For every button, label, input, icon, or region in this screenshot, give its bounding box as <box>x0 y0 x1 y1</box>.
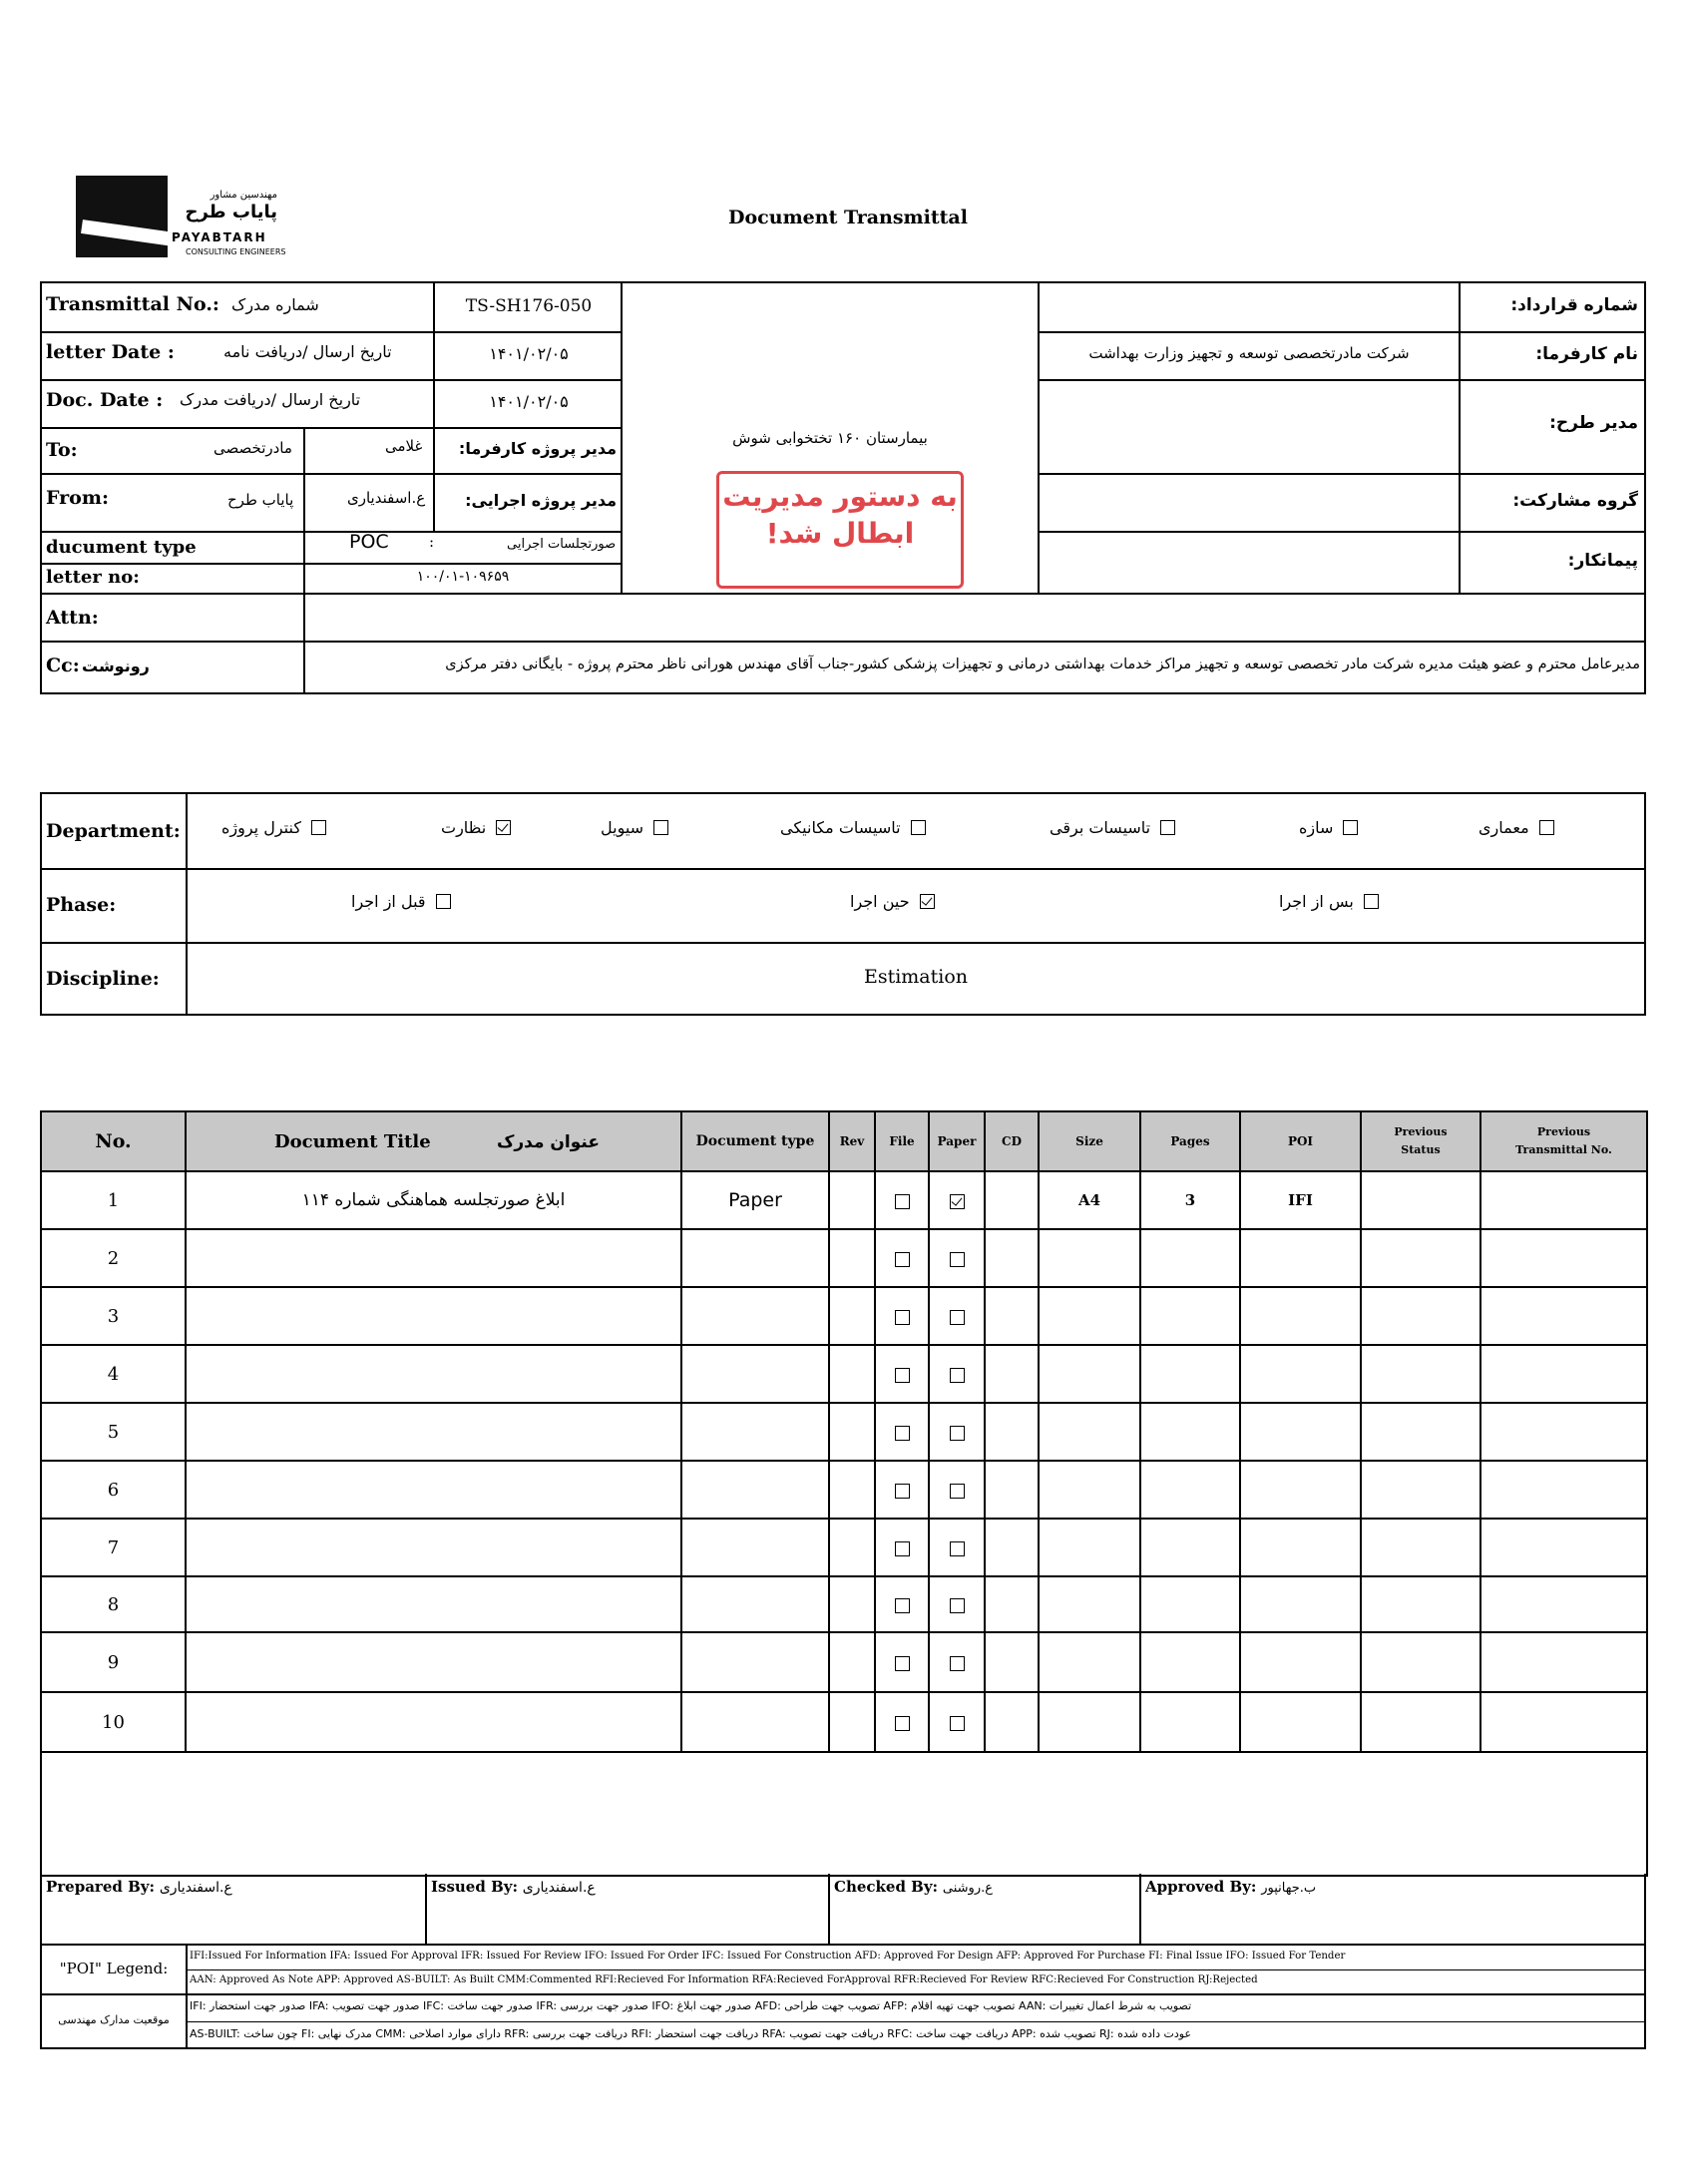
row-doc-type <box>681 1345 829 1403</box>
col-size: Size <box>1039 1111 1140 1171</box>
row-file-cell <box>875 1519 929 1576</box>
row-size <box>1039 1287 1140 1345</box>
doc-type-label: ducument type <box>46 537 197 558</box>
documents-table <box>40 1110 1648 1877</box>
cc-value: مدیرعامل محترم و عضو هیئت مدیره شرکت مادر تخصصی توسعه و تجهیز مراکز خدمات بهداشتی درمانی و تجهیزات پزشکی کشور-جناب آقای مهندس هورانی ناظر محترم پروژه - بایگانی دفتر مرکزی <box>445 656 1640 672</box>
row-paper-cell <box>929 1461 985 1519</box>
phase-label: Phase: <box>46 894 117 916</box>
department-option[interactable] <box>1299 818 1358 837</box>
checkbox-icon[interactable] <box>895 1368 910 1383</box>
row-prev-trans <box>1480 1576 1647 1632</box>
col-prev-trans-1: Previous <box>1536 1125 1591 1138</box>
logo-mark <box>76 176 168 257</box>
row-doc-type <box>681 1287 829 1345</box>
row-no: 9 <box>41 1632 186 1692</box>
from-role: مدیر پروژه اجرایی: <box>465 491 617 510</box>
checkbox-checked-icon[interactable] <box>920 894 935 909</box>
row-pages <box>1140 1519 1240 1576</box>
checked-by-value: ع.روشنی <box>942 1881 993 1896</box>
doc-type-value: POC <box>349 531 389 553</box>
row-prev-trans <box>1480 1519 1647 1576</box>
row-prev-trans <box>1480 1345 1647 1403</box>
row-paper-cell <box>929 1692 985 1752</box>
table-row <box>41 1692 1647 1752</box>
checkbox-icon[interactable] <box>895 1484 910 1499</box>
row-file-cell <box>875 1632 929 1692</box>
row-title <box>186 1403 681 1461</box>
logo-text-fa: پایاب طرح <box>185 202 277 222</box>
row-no: 10 <box>41 1692 186 1752</box>
col-paper: Paper <box>929 1111 985 1171</box>
row-title <box>186 1692 681 1752</box>
issued-by-value: ع.اسفندیاری <box>522 1880 596 1896</box>
checkbox-icon[interactable] <box>1343 820 1358 835</box>
row-title: ابلاغ صورتجلسه هماهنگی شماره ۱۱۴ <box>186 1171 681 1229</box>
row-file-cell <box>875 1461 929 1519</box>
row-no: 3 <box>41 1287 186 1345</box>
department-option-label: کنترل پروژه <box>221 818 301 837</box>
cc-fa-label: رونوشت <box>82 656 150 675</box>
row-title <box>186 1576 681 1632</box>
table-row <box>41 1576 1647 1632</box>
row-size <box>1039 1229 1140 1287</box>
checkbox-checked-icon[interactable] <box>496 820 511 835</box>
col-rev: Rev <box>829 1111 875 1171</box>
checkbox-icon[interactable] <box>950 1541 965 1556</box>
row-pages <box>1140 1287 1240 1345</box>
row-paper-cell <box>929 1576 985 1632</box>
row-file-cell <box>875 1171 929 1229</box>
col-title-fa: عنوان مدرک <box>496 1131 600 1152</box>
row-prev-trans <box>1480 1287 1647 1345</box>
row-prev-trans <box>1480 1692 1647 1752</box>
row-doc-type <box>681 1461 829 1519</box>
row-cd <box>985 1519 1039 1576</box>
row-cd <box>985 1692 1039 1752</box>
table-row <box>41 1461 1647 1519</box>
row-poi <box>1240 1519 1361 1576</box>
checkbox-checked-icon[interactable] <box>950 1194 965 1209</box>
row-paper-cell <box>929 1519 985 1576</box>
row-pages <box>1140 1461 1240 1519</box>
row-size <box>1039 1692 1140 1752</box>
transmittal-no-value: TS-SH176-050 <box>465 296 593 316</box>
checkbox-icon[interactable] <box>911 820 926 835</box>
row-doc-type <box>681 1229 829 1287</box>
row-paper-cell <box>929 1345 985 1403</box>
legend-label: "POI" Legend: <box>59 1960 169 1977</box>
checkbox-icon[interactable] <box>1539 820 1554 835</box>
row-poi <box>1240 1287 1361 1345</box>
table-row <box>41 1171 1647 1229</box>
to-person: غلامی <box>385 437 423 455</box>
row-poi <box>1240 1576 1361 1632</box>
row-poi <box>1240 1692 1361 1752</box>
table-row <box>41 1632 1647 1692</box>
prepared-by-label: Prepared By: <box>46 1878 156 1896</box>
approved-by-label: Approved By: <box>1145 1878 1257 1896</box>
row-size <box>1039 1632 1140 1692</box>
row-paper-cell <box>929 1171 985 1229</box>
row-cd <box>985 1287 1039 1345</box>
letter-date-fa-label: تاریخ ارسال /دریافت نامه <box>223 342 392 361</box>
checkbox-icon[interactable] <box>950 1484 965 1499</box>
row-paper-cell <box>929 1287 985 1345</box>
attn-label: Attn: <box>46 607 99 629</box>
department-option-label: سازه <box>1299 818 1334 837</box>
row-prev-status <box>1361 1576 1480 1632</box>
row-file-cell <box>875 1287 929 1345</box>
checkbox-icon[interactable] <box>950 1656 965 1671</box>
checkbox-icon[interactable] <box>950 1716 965 1731</box>
row-rev <box>829 1229 875 1287</box>
row-no: 6 <box>41 1461 186 1519</box>
row-cd <box>985 1345 1039 1403</box>
row-cd <box>985 1229 1039 1287</box>
row-file-cell <box>875 1229 929 1287</box>
checkbox-icon[interactable] <box>950 1426 965 1441</box>
notes-cell <box>41 1752 1647 1876</box>
department-option-label: تاسیسات برقی <box>1050 818 1151 837</box>
letter-date-value: ۱۴۰۱/۰۲/۰۵ <box>489 344 569 363</box>
row-rev <box>829 1345 875 1403</box>
department-option[interactable] <box>780 818 926 837</box>
row-file-cell <box>875 1403 929 1461</box>
row-title <box>186 1632 681 1692</box>
page-title: Document Transmittal <box>728 207 968 228</box>
row-prev-status <box>1361 1171 1480 1229</box>
legend-fa-label: موقعیت مدارک مهندسی <box>58 2013 170 2026</box>
row-prev-status <box>1361 1461 1480 1519</box>
checkbox-icon[interactable] <box>895 1426 910 1441</box>
discipline-label: Discipline: <box>46 968 160 990</box>
row-pages <box>1140 1576 1240 1632</box>
stamp-line-1: به دستور مدیریت <box>722 480 958 513</box>
legend-block <box>40 1946 1646 2049</box>
checkbox-icon[interactable] <box>950 1368 965 1383</box>
row-size <box>1039 1461 1140 1519</box>
row-file-cell <box>875 1345 929 1403</box>
doc-date-label: Doc. Date : <box>46 389 164 411</box>
department-option-label: نظارت <box>441 818 487 837</box>
issued-by <box>431 1878 596 1896</box>
row-title <box>186 1519 681 1576</box>
row-poi: IFI <box>1240 1171 1361 1229</box>
phase-option-label: حین اجرا <box>850 892 910 911</box>
partner-label: گروه مشارکت: <box>1512 491 1638 511</box>
row-prev-status <box>1361 1692 1480 1752</box>
col-prev-status-1: Previous <box>1394 1125 1448 1138</box>
row-poi <box>1240 1345 1361 1403</box>
from-org: پایاب طرح <box>227 491 294 509</box>
employer-value: شرکت مادرتخصصی توسعه و تجهیز وزارت بهداشت <box>1088 344 1410 362</box>
transmittal-no-label: Transmittal No.: <box>46 293 219 315</box>
row-paper-cell <box>929 1632 985 1692</box>
checkbox-icon[interactable] <box>895 1716 910 1731</box>
row-rev <box>829 1287 875 1345</box>
checkbox-icon[interactable] <box>895 1310 910 1325</box>
row-title <box>186 1345 681 1403</box>
col-title-en: Document Title <box>274 1130 431 1152</box>
phase-option[interactable] <box>351 892 451 911</box>
row-doc-type <box>681 1403 829 1461</box>
col-title <box>186 1111 681 1171</box>
row-paper-cell <box>929 1229 985 1287</box>
row-no: 7 <box>41 1519 186 1576</box>
department-option[interactable] <box>221 818 326 837</box>
checkbox-icon[interactable] <box>895 1541 910 1556</box>
row-rev <box>829 1461 875 1519</box>
row-doc-type <box>681 1632 829 1692</box>
checked-by <box>834 1878 993 1896</box>
to-org: مادرتخصصی <box>213 439 292 457</box>
legend-fa-line-2: AS-BUILT: چون ساخت FI: مدرک نهایی CMM: دارای موارد اصلاحی RFR: دریافت جهت بررسی RFI: دریافت جهت استحضار RFA: دریافت جهت تصویب RFC: دریافت جهت ساخت APP: تصویب شده RJ: عودت داده شده <box>190 2027 1192 2040</box>
cc-label: Cc: <box>46 655 80 676</box>
row-no: 2 <box>41 1229 186 1287</box>
discipline-value: Estimation <box>863 966 969 988</box>
row-size <box>1039 1403 1140 1461</box>
department-option-label: تاسیسات مکانیکی <box>780 818 901 837</box>
department-option-label: معماری <box>1478 818 1529 837</box>
checked-by-label: Checked By: <box>834 1878 939 1896</box>
row-no: 8 <box>41 1576 186 1632</box>
row-rev <box>829 1171 875 1229</box>
table-notes-row <box>41 1752 1647 1876</box>
classification-block <box>40 792 1646 1016</box>
row-pages <box>1140 1632 1240 1692</box>
from-person: ع.اسفندیاری <box>347 489 426 507</box>
row-pages <box>1140 1692 1240 1752</box>
row-doc-type <box>681 1519 829 1576</box>
col-cd: CD <box>985 1111 1039 1171</box>
checkbox-icon[interactable] <box>1160 820 1175 835</box>
row-rev <box>829 1692 875 1752</box>
checkbox-icon[interactable] <box>950 1310 965 1325</box>
row-prev-trans <box>1480 1171 1647 1229</box>
from-label: From: <box>46 487 109 509</box>
col-pages: Pages <box>1140 1111 1240 1171</box>
col-prev-trans-2: Transmittal No. <box>1515 1143 1612 1156</box>
header-block <box>40 281 1646 694</box>
table-row <box>41 1403 1647 1461</box>
checkbox-icon[interactable] <box>895 1194 910 1209</box>
row-size: A4 <box>1039 1171 1140 1229</box>
checkbox-icon[interactable] <box>436 894 451 909</box>
table-row <box>41 1519 1647 1576</box>
row-cd <box>985 1171 1039 1229</box>
table-row <box>41 1229 1647 1287</box>
row-title <box>186 1287 681 1345</box>
checkbox-icon[interactable] <box>950 1598 965 1613</box>
logo-text-fa-small: مهندسین مشاور <box>210 190 277 201</box>
row-prev-status <box>1361 1632 1480 1692</box>
row-prev-trans <box>1480 1632 1647 1692</box>
phase-option-label: بس از اجرا <box>1279 892 1354 911</box>
col-no: No. <box>41 1111 186 1171</box>
approved-by-value: ب.جهانپور <box>1261 1881 1317 1896</box>
department-option[interactable] <box>1050 818 1175 837</box>
contractor-label: پیمانکار: <box>1567 551 1638 571</box>
col-prev-status <box>1361 1111 1480 1171</box>
row-cd <box>985 1461 1039 1519</box>
row-prev-status <box>1361 1287 1480 1345</box>
checkbox-icon[interactable] <box>311 820 326 835</box>
row-size <box>1039 1345 1140 1403</box>
col-prev-trans <box>1480 1111 1647 1171</box>
row-no: 1 <box>41 1171 186 1229</box>
cancel-stamp <box>716 471 964 589</box>
to-label: To: <box>46 439 78 461</box>
prepared-by-value: ع.اسفندیاری <box>159 1880 232 1896</box>
department-option[interactable] <box>601 818 668 837</box>
row-no: 5 <box>41 1403 186 1461</box>
row-size <box>1039 1576 1140 1632</box>
row-rev <box>829 1519 875 1576</box>
prepared-by <box>46 1878 232 1896</box>
row-title <box>186 1461 681 1519</box>
row-size <box>1039 1519 1140 1576</box>
row-prev-status <box>1361 1229 1480 1287</box>
row-poi <box>1240 1461 1361 1519</box>
row-cd <box>985 1576 1039 1632</box>
stamp-line-2: ابطال شد! <box>765 517 915 550</box>
row-prev-status <box>1361 1345 1480 1403</box>
doc-date-value: ۱۴۰۱/۰۲/۰۵ <box>489 392 569 411</box>
letter-no-label: letter no: <box>46 567 140 588</box>
checkbox-icon[interactable] <box>1364 894 1379 909</box>
col-prev-status-2: Status <box>1401 1143 1441 1156</box>
row-prev-trans <box>1480 1403 1647 1461</box>
logo-text-latin: PAYABTARH <box>172 230 267 244</box>
checkbox-icon[interactable] <box>895 1598 910 1613</box>
row-pages <box>1140 1403 1240 1461</box>
doc-date-fa-label: تاریخ ارسال /دریافت مدرک <box>180 390 361 409</box>
department-option-label: سیویل <box>601 818 644 837</box>
row-doc-type <box>681 1692 829 1752</box>
phase-option-label: قبل از اجرا <box>351 892 426 911</box>
letter-date-label: letter Date : <box>46 341 175 363</box>
employer-label: نام کارفرما: <box>1535 344 1638 364</box>
legend-fa-line-1: IFI: صدور جهت استحضار IFA: صدور جهت تصویب IFC: صدور جهت ساخت IFR: صدور جهت بررسی IFO: صدور جهت ابلاغ AFD: تصویب جهت طراحی AFP: تصویب جهت تهیه اقلام AAN: تصویب به شرط اعمال تغییرات <box>190 1999 1192 2012</box>
row-pages: 3 <box>1140 1171 1240 1229</box>
department-label: Department: <box>46 820 181 842</box>
row-poi <box>1240 1403 1361 1461</box>
logo-text-sub: CONSULTING ENGINEERS <box>186 247 286 256</box>
transmittal-no-fa-label: شماره مدرک <box>231 295 319 314</box>
checkbox-icon[interactable] <box>653 820 668 835</box>
row-rev <box>829 1632 875 1692</box>
row-cd <box>985 1632 1039 1692</box>
row-no: 4 <box>41 1345 186 1403</box>
legend-line-2: AAN: Approved As Note APP: Approved AS-BUILT: As Built CMM:Commented RFI:Recieved For Information RFA:Recieved ForApproval RFR:Recieved For Review RFC:Recieved For Construction RJ:Rejected <box>190 1974 1258 1985</box>
to-role: مدیر پروژه کارفرما: <box>458 439 617 458</box>
issued-by-label: Issued By: <box>431 1878 518 1896</box>
checkbox-icon[interactable] <box>950 1252 965 1267</box>
row-cd <box>985 1403 1039 1461</box>
row-rev <box>829 1403 875 1461</box>
col-file: File <box>875 1111 929 1171</box>
approved-by <box>1145 1878 1316 1896</box>
row-poi <box>1240 1632 1361 1692</box>
table-header <box>41 1111 1647 1171</box>
row-rev <box>829 1576 875 1632</box>
row-doc-type: Paper <box>681 1171 829 1229</box>
department-option[interactable] <box>1478 818 1554 837</box>
checkbox-icon[interactable] <box>895 1656 910 1671</box>
col-doc-type: Document type <box>681 1111 829 1171</box>
row-prev-status <box>1361 1403 1480 1461</box>
legend-line-1: IFI:Issued For Information IFA: Issued For Approval IFR: Issued For Review IFO: Issued For Order IFC: Issued For Construction AFD: Approved For Design AFP: Approved For Purchase FI: Final Issue IFO: Issued For Tender <box>190 1951 1346 1962</box>
department-option[interactable] <box>441 818 511 837</box>
doc-type-fa: صورتجلسات اجرایی <box>507 537 617 552</box>
designer-label: مدیر طرح: <box>1549 413 1638 433</box>
row-doc-type <box>681 1576 829 1632</box>
row-paper-cell <box>929 1403 985 1461</box>
row-file-cell <box>875 1576 929 1632</box>
company-logo <box>76 176 305 261</box>
signatures-block <box>40 1874 1646 1946</box>
row-pages <box>1140 1229 1240 1287</box>
col-poi: POI <box>1240 1111 1361 1171</box>
phase-option[interactable] <box>850 892 935 911</box>
row-prev-trans <box>1480 1461 1647 1519</box>
row-prev-status <box>1361 1519 1480 1576</box>
phase-option[interactable] <box>1279 892 1379 911</box>
table-row <box>41 1345 1647 1403</box>
project-name: بیمارستان ۱۶۰ تختخوابی شوش <box>732 429 928 447</box>
contract-no-label: شماره قرارداد: <box>1510 295 1638 315</box>
row-pages <box>1140 1345 1240 1403</box>
letter-no-value: ۱۰۰/۰۱-۱۰۹۶۵۹ <box>416 569 510 585</box>
checkbox-icon[interactable] <box>895 1252 910 1267</box>
doc-type-colon: : <box>429 533 435 551</box>
row-poi <box>1240 1229 1361 1287</box>
table-row <box>41 1287 1647 1345</box>
row-title <box>186 1229 681 1287</box>
row-file-cell <box>875 1692 929 1752</box>
row-prev-trans <box>1480 1229 1647 1287</box>
